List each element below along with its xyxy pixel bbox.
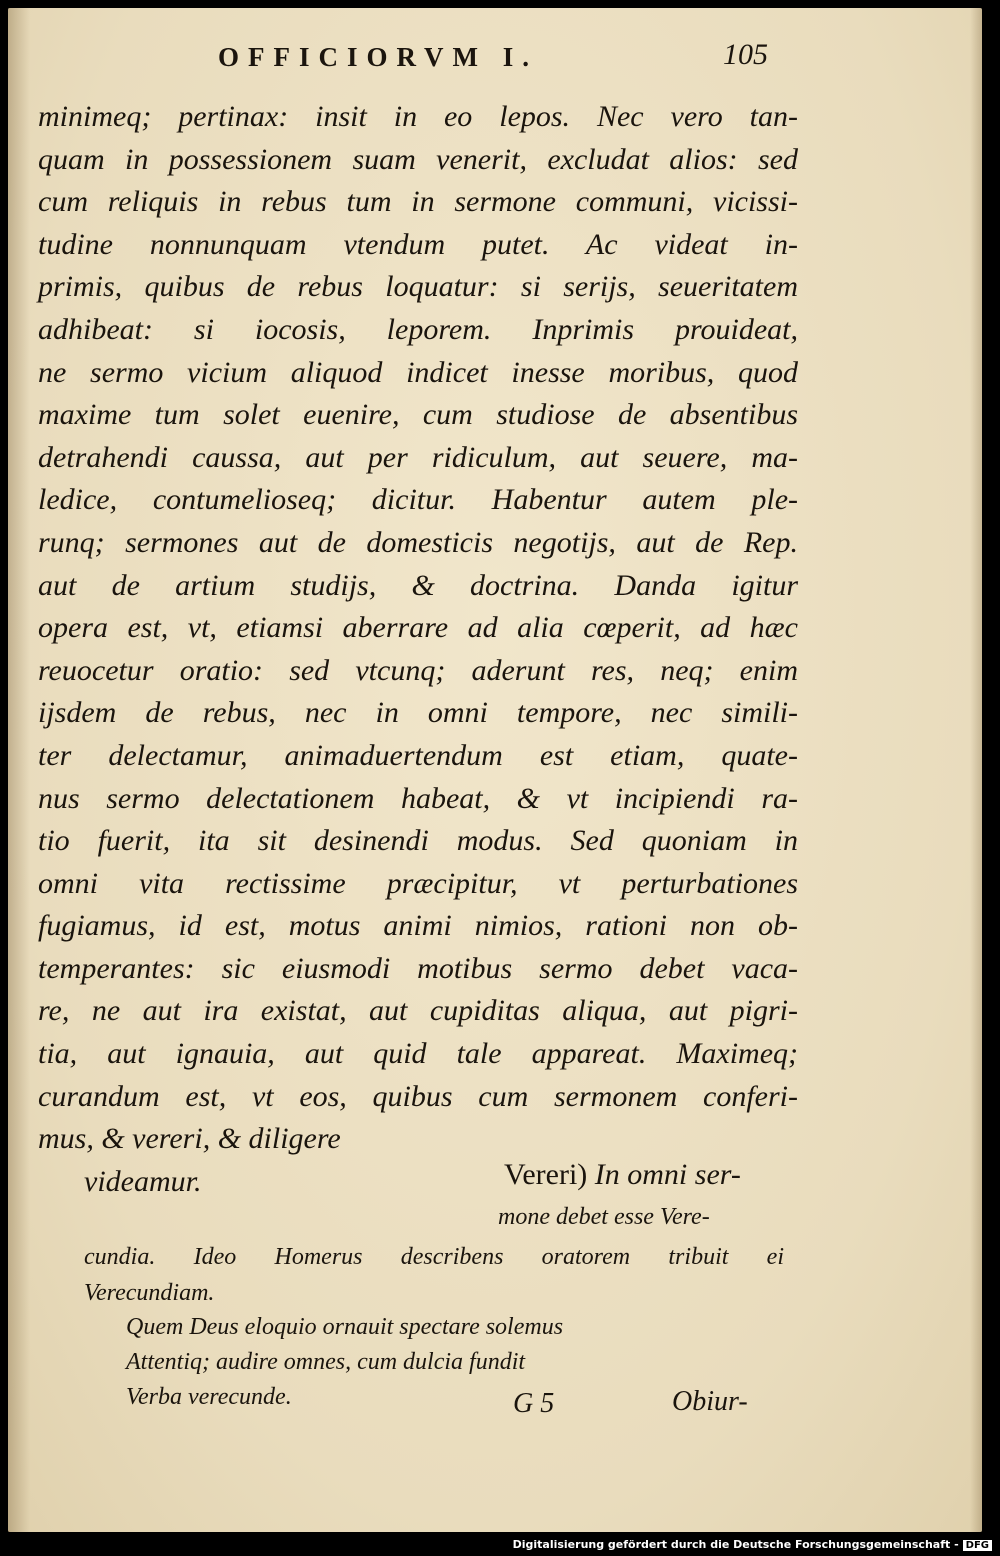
text-line: ledice, contumelioseq; dicitur. Habentur autem ple-	[38, 483, 798, 517]
text-line: tia, aut ignauia, aut quid tale appareat. Maximeq;	[38, 1037, 798, 1071]
main-text-block	[38, 96, 798, 1203]
note-line-3: cundia. Ideo Homerus describens oratorem tribuit ei	[84, 1244, 784, 1270]
text-line: reuocetur oratio: sed vtcunq; aderunt res, neq; enim	[38, 653, 798, 687]
credit-text: Digitalisierung gefördert durch die Deutsche Forschungsgemeinschaft -	[512, 1538, 959, 1551]
text-line: mus, & vereri, & diligere	[38, 1122, 341, 1156]
text-line: omni vita rectissime præcipitur, vt perturbationes	[38, 866, 798, 900]
text-line: fugiamus, id est, motus animi nimios, rationi non ob-	[38, 909, 798, 943]
verse-line: Quem Deus eloquio ornauit spectare solemus	[126, 1314, 564, 1340]
text-line: tio fuerit, ita sit desinendi modus. Sed quoniam in	[38, 824, 798, 858]
note-lemma: Vereri)	[504, 1158, 588, 1191]
text-line: re, ne aut ira existat, aut cupiditas aliqua, aut pigri-	[38, 994, 798, 1028]
text-line: ne sermo vicium aliquod indicet inesse moribus, quod	[38, 355, 798, 389]
text-line: detrahendi caussa, aut per ridiculum, aut seuere, ma-	[38, 440, 798, 474]
catchword: Obiur-	[672, 1386, 748, 1417]
text-line: maxime tum solet euenire, cum studiose de absentibus	[38, 398, 798, 432]
text-line: quam in possessionem suam venerit, excludat alios: sed	[38, 142, 798, 176]
note-lemma-text: In omni ser-	[594, 1158, 741, 1191]
text-line: runq; sermones aut de domesticis negotijs, aut de Rep.	[38, 525, 798, 559]
text-line: minimeq; pertinax: insit in eo lepos. Nec vero tan-	[38, 100, 798, 133]
note-line-1	[504, 1158, 741, 1192]
signature-mark: G 5	[513, 1388, 555, 1419]
note-line-4: Verecundiam.	[84, 1280, 215, 1306]
running-head: OFFICIORVM I.	[218, 42, 539, 72]
verse-line: Attentiq; audire omnes, cum dulcia fundit	[126, 1349, 526, 1375]
page-shadow-right	[970, 8, 982, 1532]
note-line-2: mone debet esse Vere-	[498, 1204, 710, 1230]
text-line: ter delectamur, animaduertendum est etiam, quate-	[38, 738, 798, 772]
text-line: cum reliquis in rebus tum in sermone communi, vicissi-	[38, 185, 798, 219]
page-shadow-left	[8, 8, 30, 1532]
text-line: primis, quibus de rebus loquatur: si serijs, seueritatem	[38, 270, 798, 304]
text-line: opera est, vt, etiamsi aberrare ad alia cœperit, ad hæc	[38, 611, 798, 645]
dfg-logo: DFG	[963, 1540, 992, 1551]
text-line: tudine nonnunquam vtendum putet. Ac videat in-	[38, 227, 798, 261]
page-header	[218, 38, 768, 78]
text-line-final: videamur.	[84, 1164, 202, 1198]
text-line: adhibeat: si iocosis, leporem. Inprimis prouideat,	[38, 312, 798, 346]
text-line: aut de artium studijs, & doctrina. Danda igitur	[38, 568, 798, 602]
book-page	[8, 8, 982, 1532]
verse-line: Verba verecunde.	[126, 1384, 292, 1410]
digitization-credit	[513, 1538, 992, 1551]
page-number: 105	[723, 38, 768, 71]
text-line: temperantes: sic eiusmodi motibus sermo debet vaca-	[38, 951, 798, 985]
text-line: ijsdem de rebus, nec in omni tempore, nec simili-	[38, 696, 798, 730]
text-line: nus sermo delectationem habeat, & vt incipiendi ra-	[38, 781, 798, 815]
text-line: curandum est, vt eos, quibus cum sermonem conferi-	[38, 1079, 798, 1113]
